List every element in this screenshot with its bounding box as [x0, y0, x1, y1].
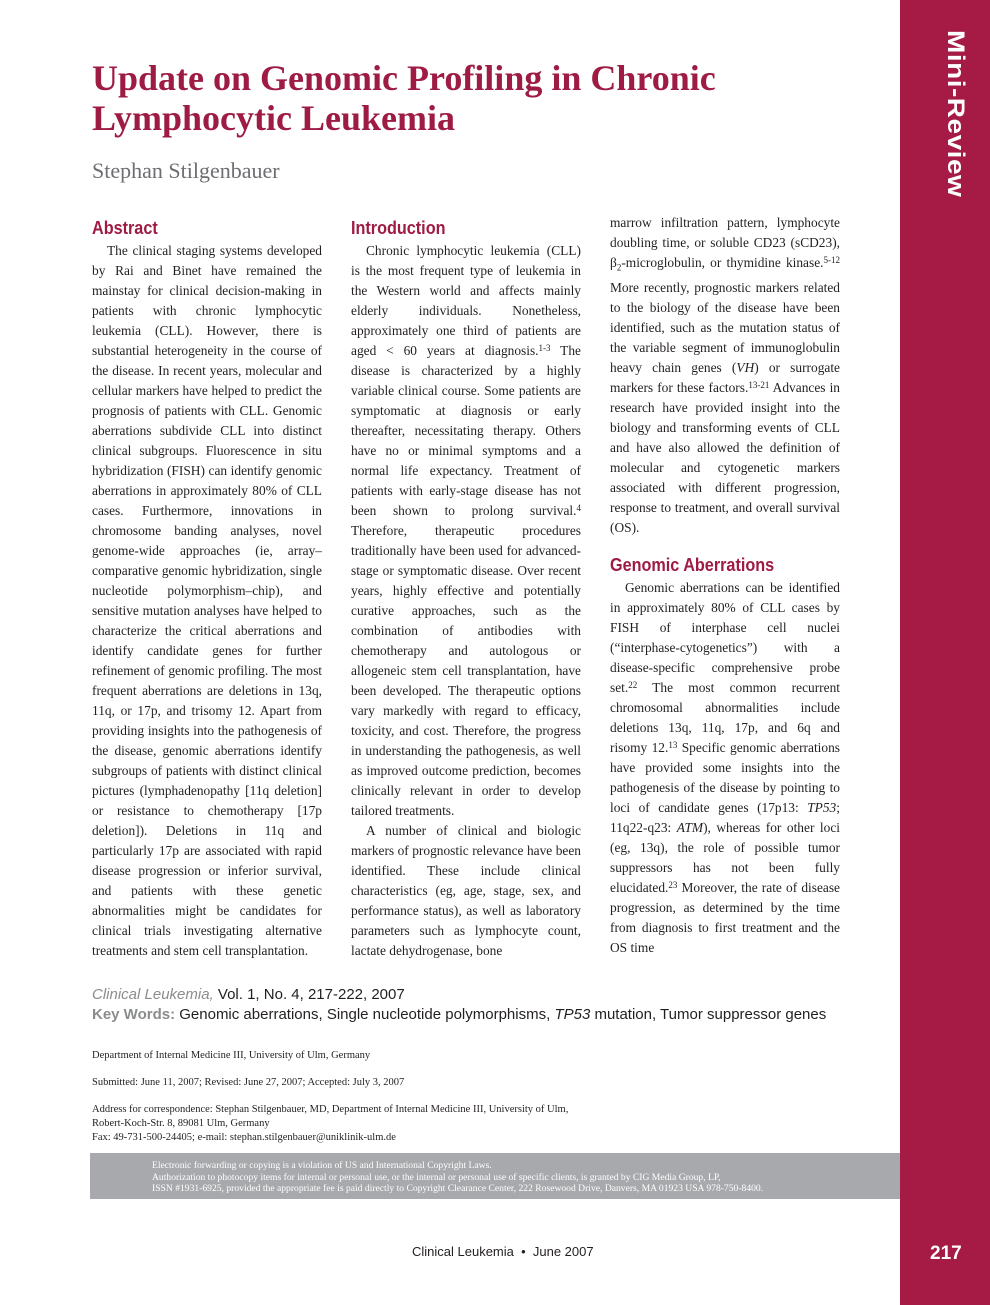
introduction-column — [351, 215, 581, 961]
introduction-paragraph-2-continued: marrow infiltration pattern, lymphocyte doubling time, or soluble CD23 (sCD23), $\beta_2$-microglobulin, or thymidine kinase.$^{5-12}$ More recently, prognostic markers related to the biology of the disease have been identified, such as the mutation status of the variable segment of immunoglobulin heavy chain genes (VH) or surrogate markers for these factors.$^{13-21}$ Advances in research have provided insight into the biology and transforming events of CLL and have also allowed the definition of molecular and cytogenetic markers associated with different progression, response to treatment, and overall survival (OS). — [610, 215, 840, 535]
genomic-aberrations-paragraph: Genomic aberrations can be identified in approximately 80% of CLL cases by FISH of interphase cell nuclei (“interphase-cytogenetics”) with a disease-specific comprehensive probe set.$^{22}$ The most common recurrent chromosomal abnormalities include deletions 13q, 11q, 17p, and 6q and risomy 12.13 Specific genomic aberrations have provided some insights into the pathogenesis of the disease by pointing to loci of candidate genes (17p13: TP53; 11q22-q23: ATM), whereas for other loci (eg, 13q), the role of possible tumor suppressors has not been fully elucidated.$^{23}$ Moreover, the rate of disease progression, as determined by the time from diagnosis to first treatment and the OS time — [610, 579, 840, 955]
abstract-column — [92, 215, 322, 961]
affiliation: Department of Internal Medicine III, University of Ulm, Germany — [92, 1050, 371, 1061]
section-label: Mini-Review — [942, 30, 969, 198]
reference: 5-12 — [823, 255, 840, 265]
reference: 4 — [576, 503, 581, 513]
citation-line: Clinical Leukemia, Vol. 1, No. 4, 217-222, 2007 — [92, 986, 405, 1003]
correspondence: Address for correspondence: Stephan Stilgenbauer, MD, Department of Internal Medicine III, University of Ulm, Robert-Koch-Str. 8, 89081 Ulm, Germany Fax: 49-731-500-24405; e-mail: stephan.stilgenbauer@uniklinik-ulm.de — [92, 1104, 569, 1143]
keywords-line: Key Words: Genomic aberrations, Single nucleotide polymorphisms, TP53 mutation, Tumor suppressor genes — [92, 1006, 827, 1023]
page-number: 217 — [930, 1243, 962, 1264]
copyright-text: Electronic forwarding or copying is a violation of US and International Copyright Laws. Authorization to photocopy items for internal or personal use, or the internal or personal use of specific clients, is granted by CIG Media Group, LP, ISSN #1931-6925, provided the appropriate fee is paid directly to Copyright Clearance Center, 222 Rosewood Drive, Danvers, MA 01923 USA 978-750-8400. — [152, 1160, 764, 1194]
citation-block — [92, 985, 826, 1025]
reference: 22 — [628, 679, 638, 690]
reference: 1-3 — [538, 343, 551, 353]
abstract-text: The clinical staging systems developed by Rai and Binet have remained the mainstay for clinical decision-making in patients with chronic lymphocytic leukemia (CLL). However, there is substantial heterogeneity in the course of the disease. In recent years, molecular and cellular markers have helped to predict the prognosis of patients with CLL. Genomic aberrations subdivide CLL into distinct clinical subgroups. Fluorescence in situ hybridization (FISH) can identify genomic aberrations in approximately 80% of CLL cases. Furthermore, innovations in chromosome banding analyses, novel genome-wide approaches (ie, array–comparative genomic hybridization, single nucleotide polymorphism–chip), and sensitive mutation analyses have helped to characterize the critical aberrations and identify candidate genes for further refinement of genomic profiling. The most frequent aberrations are deletions in 13q, 11q, or 17p, and trisomy 12. Apart from providing insights into the pathogenesis of the disease, genomic aberrations identify subgroups of patients with distinct clinical pictures (lymphadenopathy [11q deletion] or resistance to chemotherapy [17p deletion]). Deletions in 11q and particularly 17p are associated with rapid disease progression or inferior survival, and patients with these genetic abnormalities might be candidates for clinical trials investigating alternative treatments and stem cell transplantation. — [92, 243, 322, 958]
introduction-heading: Introduction — [351, 218, 446, 238]
footer-journal: Clinical Leukemia • June 2007 — [412, 1244, 594, 1259]
third-column — [610, 213, 840, 958]
author-name: Stephan Stilgenbauer — [92, 158, 280, 183]
submission-dates: Submitted: June 11, 2007; Revised: June 27, 2007; Accepted: July 3, 2007 — [92, 1077, 405, 1088]
genomic-aberrations-heading: Genomic Aberrations — [610, 554, 775, 575]
reference: 23 — [668, 879, 678, 890]
abstract-heading: Abstract — [92, 218, 158, 238]
introduction-paragraph-1: Chronic lymphocytic leukemia (CLL) is the most frequent type of leukemia in the Western world and affects mainly elderly individuals. Nonetheless, approximately one third of patients are aged < 60 years at diagnosis.$^{1-3}$ The disease is characterized by a highly variable clinical course. Some patients are symptomatic at diagnosis or early thereafter, necessitating therapy. Others have no or minimal symptoms and a normal life expectancy. Treatment of patients with early-stage disease has not been shown to prolong survival.$^4$ Therefore, therapeutic procedures traditionally have been used for advanced-stage or symptomatic disease. Over recent years, highly effective and potentially curative approaches, such as the combination of antibodies with chemotherapy and autologous or allogeneic stem cell transplantation, have been developed. The therapeutic options vary markedly with regard to efficacy, toxicity, and cost. Therefore, the progress in understanding the pathogenesis, as well as improved outcome prediction, becomes clinically relevant in order to develop tailored treatments. — [351, 243, 581, 818]
introduction-paragraph-2: A number of clinical and biologic markers of prognostic relevance have been identified. These include clinical characteristics (eg, age, stage, sex, and performance status), as well as laboratory parameters such as lymphocyte count, lactate dehydrogenase, bone — [351, 823, 581, 958]
article-title: Update on Genomic Profiling in Chronic Lymphocytic Leukemia — [92, 58, 716, 138]
reference: 13 — [668, 739, 678, 750]
reference: 13-21 — [748, 379, 770, 390]
